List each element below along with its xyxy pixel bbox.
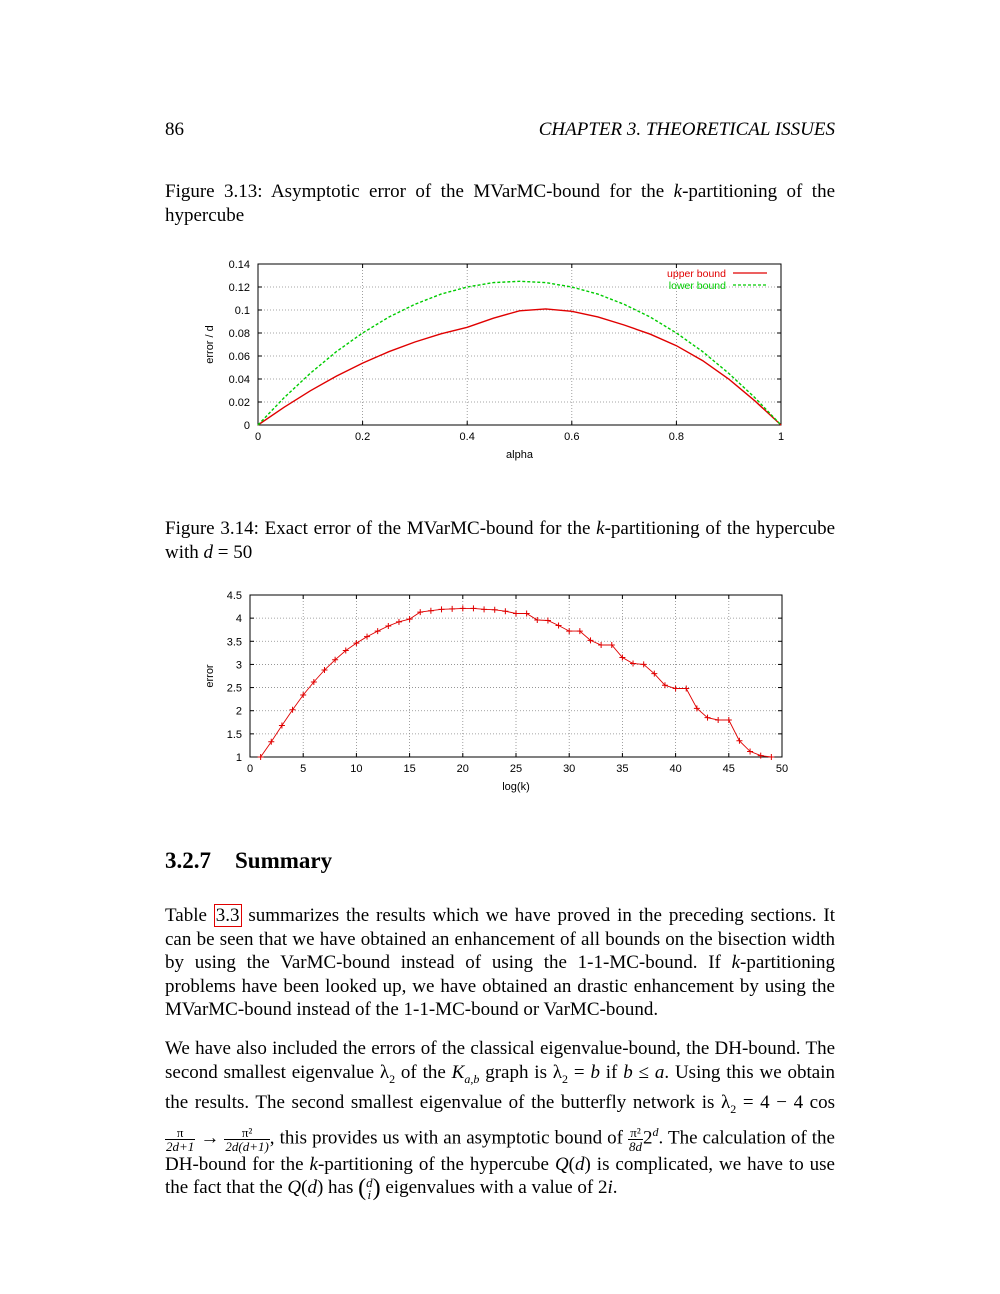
figure-3-14-caption	[165, 517, 835, 565]
y-tick-label: 0.06	[228, 351, 250, 363]
binomial-bottom: i	[367, 1186, 372, 1202]
text: →	[195, 1127, 225, 1149]
legend-label: upper bound	[667, 268, 726, 280]
data-point-marker	[758, 753, 764, 759]
data-point-marker	[556, 623, 562, 629]
text: (	[301, 1177, 308, 1199]
data-point-marker	[502, 608, 508, 614]
y-tick-label: 0	[243, 420, 250, 432]
numerator: π²	[224, 1126, 269, 1140]
y-tick-label: 2.5	[226, 682, 242, 695]
caption-text: Figure 3.14: Exact error of the MVarMC-bound for the	[165, 518, 597, 539]
page-number: 86	[165, 119, 184, 140]
x-tick-label: 35	[616, 763, 629, 775]
data-point-marker	[407, 616, 413, 622]
math-sub	[464, 1071, 479, 1085]
text: if	[599, 1061, 624, 1083]
text: =	[568, 1061, 591, 1083]
data-point-marker	[268, 739, 274, 745]
text: , this provides us with an asymptotic bound of	[269, 1127, 629, 1149]
caption-k: k	[673, 181, 683, 202]
y-tick-label: 3.5	[226, 636, 242, 649]
text: = 4 − 4 cos	[736, 1091, 835, 1113]
data-point-marker	[481, 606, 487, 612]
text: of the	[395, 1061, 452, 1083]
denominator	[224, 1140, 269, 1153]
text: -partitioning problems have been looked up, we have obtained an drastic enhancement by using the MVarMC-bound instead of the 1-1-MC-bound or VarMC-bound.	[165, 952, 835, 1020]
y-tick-label: 0.14	[228, 259, 250, 271]
x-tick-label: 45	[722, 763, 735, 775]
data-point-marker	[460, 605, 466, 611]
data-point-marker	[630, 661, 636, 667]
text: . The calculation of the DH-bound for the	[165, 1127, 835, 1175]
paragraph-eigenvalue	[165, 1037, 835, 1201]
data-point-marker	[417, 609, 423, 615]
x-tick-label: 5	[300, 763, 307, 775]
data-point-marker	[673, 685, 679, 691]
section-heading	[165, 848, 332, 874]
section-title: Summary	[235, 848, 333, 873]
denominator	[628, 1140, 643, 1153]
text: graph is λ	[479, 1061, 563, 1083]
data-point-marker	[726, 717, 732, 723]
x-tick-label: 0.8	[668, 431, 685, 443]
math-sub-ab: a,b	[464, 1071, 480, 1086]
figure-3-13-chart	[195, 255, 805, 470]
x-tick-label: 1	[777, 431, 785, 443]
y-axis-label: error / d	[204, 325, 216, 364]
y-tick-label: 1	[235, 752, 242, 764]
y-tick-label: 4.5	[226, 590, 242, 602]
x-tick-label: 25	[509, 763, 523, 775]
math-i: i	[607, 1177, 613, 1199]
data-point-marker	[683, 685, 689, 691]
x-tick-label: 0.2	[354, 431, 371, 443]
data-point-marker	[279, 723, 285, 729]
text: We have also included the errors of the classical eigenvalue-bound, the DH-bound. The second smallest eigenvalue λ	[165, 1038, 835, 1083]
legend-label: lower bound	[668, 280, 726, 292]
math-sub: 2	[562, 1071, 569, 1086]
series-line	[258, 281, 781, 425]
table-reference-link[interactable]: 3.3	[215, 905, 240, 926]
binomial-top: d	[366, 1174, 373, 1190]
series-line	[258, 309, 781, 425]
section-number: 3.2.7	[165, 848, 211, 873]
data-point-marker	[524, 611, 530, 617]
x-tick-label: 0.4	[459, 431, 475, 443]
data-point-marker	[449, 606, 455, 612]
denominator-text: 8d	[629, 1138, 643, 1154]
x-tick-label: 15	[403, 763, 416, 775]
math-d: d	[307, 1177, 317, 1199]
text: ) has	[316, 1177, 359, 1199]
denominator-text: 2d+1	[166, 1138, 195, 1154]
binomial-close-paren: )	[372, 1174, 381, 1201]
text: 2	[643, 1127, 653, 1149]
math-k: k	[309, 1153, 318, 1175]
data-point-marker	[396, 619, 402, 625]
chapter-heading: CHAPTER 3. THEORETICAL ISSUES	[538, 119, 835, 140]
figure-3-14-chart	[195, 585, 805, 800]
math-d: d	[575, 1153, 585, 1175]
data-point-marker	[492, 607, 498, 613]
data-point-marker	[470, 605, 476, 611]
caption-text: -partitioning of the hypercube with	[165, 518, 835, 563]
math-sup-d: d	[652, 1125, 659, 1140]
text: summarizes the results which we have proved in the preceding sections. It can be seen that we have obtained an enhancement of all bounds on the bisection width by using the VarMC-bound instead of using the 1-1-MC-bound. If	[165, 905, 835, 973]
x-axis-label: alpha	[506, 449, 533, 461]
text: -partitioning of the hypercube	[317, 1153, 555, 1175]
x-tick-label: 10	[350, 763, 363, 775]
math-b: b	[623, 1061, 633, 1083]
y-tick-label: 0.08	[228, 328, 250, 340]
data-point-marker	[258, 754, 264, 760]
data-point-marker	[385, 623, 391, 629]
data-point-marker	[428, 608, 434, 614]
text: . Using this we obtain the results. The second smallest eigenvalue of the butterfly network is λ	[165, 1061, 835, 1113]
y-tick-label: 3	[235, 659, 242, 672]
math-a: a	[654, 1061, 665, 1083]
data-point-marker	[715, 717, 721, 723]
denominator-text: 2d(d+1)	[225, 1138, 269, 1154]
text: .	[612, 1177, 618, 1199]
x-axis-label: log(k)	[502, 781, 530, 793]
data-point-marker	[598, 642, 604, 648]
paragraph-summary	[165, 904, 835, 1022]
caption-d: d	[203, 542, 214, 563]
y-tick-label: 0.12	[228, 282, 250, 294]
x-tick-label: 20	[456, 763, 469, 775]
x-tick-label: 40	[669, 763, 682, 775]
math-k: k	[731, 952, 741, 973]
data-point-marker	[375, 628, 381, 634]
y-tick-label: 0.1	[234, 305, 250, 317]
text: (	[568, 1153, 575, 1175]
numerator: π²	[628, 1126, 643, 1140]
fraction	[628, 1126, 643, 1153]
y-tick-label: 2	[235, 705, 242, 718]
x-tick-label: 50	[775, 763, 789, 775]
y-tick-label: 0.02	[228, 397, 250, 409]
denominator	[165, 1140, 195, 1153]
caption-k: k	[596, 518, 605, 539]
y-tick-label: 1.5	[226, 728, 242, 741]
math-Q: Q	[287, 1177, 302, 1199]
data-point-marker	[566, 628, 572, 634]
data-point-marker	[364, 634, 370, 640]
binomial-open-paren: (	[358, 1174, 367, 1201]
x-tick-label: 0.6	[564, 431, 580, 443]
text: ) is complicated, we have to use the fact that the	[165, 1153, 835, 1199]
x-tick-label: 0	[254, 431, 262, 443]
y-axis-label: error	[204, 664, 216, 688]
text: Table	[165, 905, 214, 926]
caption-text: = 50	[213, 542, 253, 563]
text: eigenvalues with a value of 2	[380, 1177, 608, 1199]
numerator: π	[165, 1126, 195, 1140]
data-point-marker	[439, 606, 445, 612]
x-tick-label: 30	[563, 763, 576, 775]
math-K: K	[451, 1061, 465, 1083]
math-Q: Q	[554, 1153, 569, 1175]
text: ≤	[632, 1061, 655, 1083]
caption-text: Figure 3.13: Asymptotic error of the MVarMC-bound for the	[165, 181, 674, 202]
math-b: b	[590, 1061, 600, 1083]
caption-text: -partitioning of the hypercube	[165, 181, 836, 226]
x-tick-label: 0	[246, 763, 254, 775]
math-sub: 2	[389, 1071, 396, 1086]
math-sub: 2	[730, 1101, 737, 1116]
fraction	[224, 1126, 269, 1153]
data-point-marker	[768, 754, 774, 760]
y-tick-label: 0.04	[228, 374, 250, 386]
figure-3-13-caption	[165, 180, 835, 228]
data-point-marker	[513, 611, 519, 617]
y-tick-label: 4	[235, 613, 242, 626]
fraction	[165, 1126, 195, 1153]
